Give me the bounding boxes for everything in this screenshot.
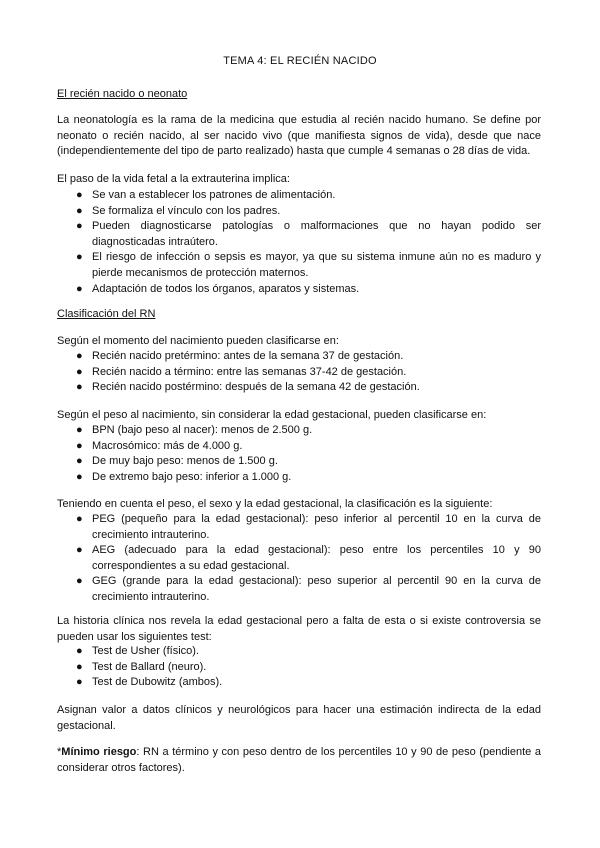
list-item: ● GEG (grande para la edad gestacional): peso superior al percentil 90 en la curva de crecimiento intrauterino. <box>76 575 541 603</box>
list-item: ● Pueden diagnosticarse patologías o malformaciones que no hayan podido ser diagnosticadas intraútero. <box>76 220 541 248</box>
birth-lead: Según el momento del nacimiento pueden clasificarse en: <box>57 335 339 347</box>
list-item: ● Recién nacido postérmino: después de la semana 42 de gestación. <box>57 380 541 396</box>
tests-list <box>57 644 541 691</box>
weight-list <box>57 423 541 485</box>
combined-lead: Teniendo en cuenta el peso, el sexo y la edad gestacional, la clasificación es la siguiente: <box>57 498 493 510</box>
bullet-icon: ● <box>76 660 83 673</box>
bullet-icon: ● <box>76 282 83 295</box>
tests-lead: La historia clínica nos revela la edad gestacional pero a falta de esta o si existe controversia se pueden usar los siguientes test: <box>57 615 541 643</box>
risk-text: : RN a término y con peso dentro de los percentiles 10 y 90 de peso (pendiente a considerar otros factores). <box>57 746 541 774</box>
combined-list <box>57 512 541 606</box>
intro-paragraph: La neonatología es la rama de la medicina que estudia al recién nacido humano. Se define por neonato o recién nacido, al ser nacido vivo (que manifiesta signos de vida), desde que nace (independientemente del tipo de parto realizado) hasta que cumple 4 semanas o 28 días de vida. <box>57 114 541 158</box>
bullet-icon: ● <box>76 645 83 657</box>
bullet-icon: ● <box>76 365 83 378</box>
bullet-icon: ● <box>76 424 83 436</box>
bullet-icon: ● <box>76 251 83 264</box>
list-item: ● Adaptación de todos los órganos, aparatos y sistemas. <box>57 282 541 298</box>
risk-label: Mínimo riesgo <box>61 746 137 758</box>
bullet-icon: ● <box>76 189 83 201</box>
transition-list <box>57 188 541 297</box>
bullet-icon: ● <box>76 204 83 217</box>
document-title: TEMA 4: EL RECIÉN NACIDO <box>223 55 377 67</box>
transition-lead: El paso de la vida fetal a la extrauterina implica: <box>57 173 290 185</box>
bullet-icon: ● <box>76 381 83 394</box>
list-item: ● AEG (adecuado para la edad gestacional): peso entre los percentiles 10 y 90 correspondientes a su edad gestacional. <box>76 544 541 572</box>
bullet-icon: ● <box>76 513 83 525</box>
list-item: ● De extremo bajo peso: inferior a 1.000 g. <box>57 470 541 486</box>
weight-lead: Según el peso al nacimiento, sin considerar la edad gestacional, pueden clasificarse en: <box>57 409 487 421</box>
list-item: ● Test de Usher (físico). <box>57 644 541 660</box>
risk-paragraph <box>57 745 541 776</box>
assign-paragraph: Asignan valor a datos clínicos y neurológicos para hacer una estimación indirecta de la edad gestacional. <box>57 704 541 732</box>
birth-list <box>57 349 541 396</box>
list-item: ● Recién nacido a término: entre las semanas 37-42 de gestación. <box>57 365 541 381</box>
risk-prefix: * <box>57 746 62 758</box>
list-item: ● BPN (bajo peso al nacer): menos de 2.500 g. <box>57 423 541 439</box>
bullet-icon: ● <box>76 455 83 468</box>
list-item: ● Test de Dubowitz (ambos). <box>57 675 541 691</box>
bullet-icon: ● <box>76 470 83 483</box>
list-item: ● Recién nacido pretérmino: antes de la semana 37 de gestación. <box>57 349 541 365</box>
bullet-icon: ● <box>76 350 83 362</box>
bullet-icon: ● <box>76 439 83 452</box>
list-item: ● De muy bajo peso: menos de 1.500 g. <box>57 454 541 470</box>
section-heading-clasificacion: Clasificación del RN <box>57 308 156 320</box>
bullet-icon: ● <box>76 220 83 233</box>
list-item: ● Se formaliza el vínculo con los padres. <box>57 204 541 220</box>
section-heading-neonato: El recién nacido o neonato <box>57 88 188 100</box>
list-item: ● Test de Ballard (neuro). <box>57 660 541 676</box>
list-item: ● PEG (pequeño para la edad gestacional): peso inferior al percentil 10 en la curva de crecimiento intrauterino. <box>76 513 541 541</box>
bullet-icon: ● <box>76 544 83 557</box>
list-item: ● El riesgo de infección o sepsis es mayor, ya que su sistema inmune aún no es maduro y pierde mecanismos de protección maternos. <box>76 251 541 279</box>
list-item: ● Se van a establecer los patrones de alimentación. <box>57 188 541 204</box>
bullet-icon: ● <box>76 575 83 588</box>
bullet-icon: ● <box>76 676 83 689</box>
list-item: ● Macrosómico: más de 4.000 g. <box>57 439 541 455</box>
